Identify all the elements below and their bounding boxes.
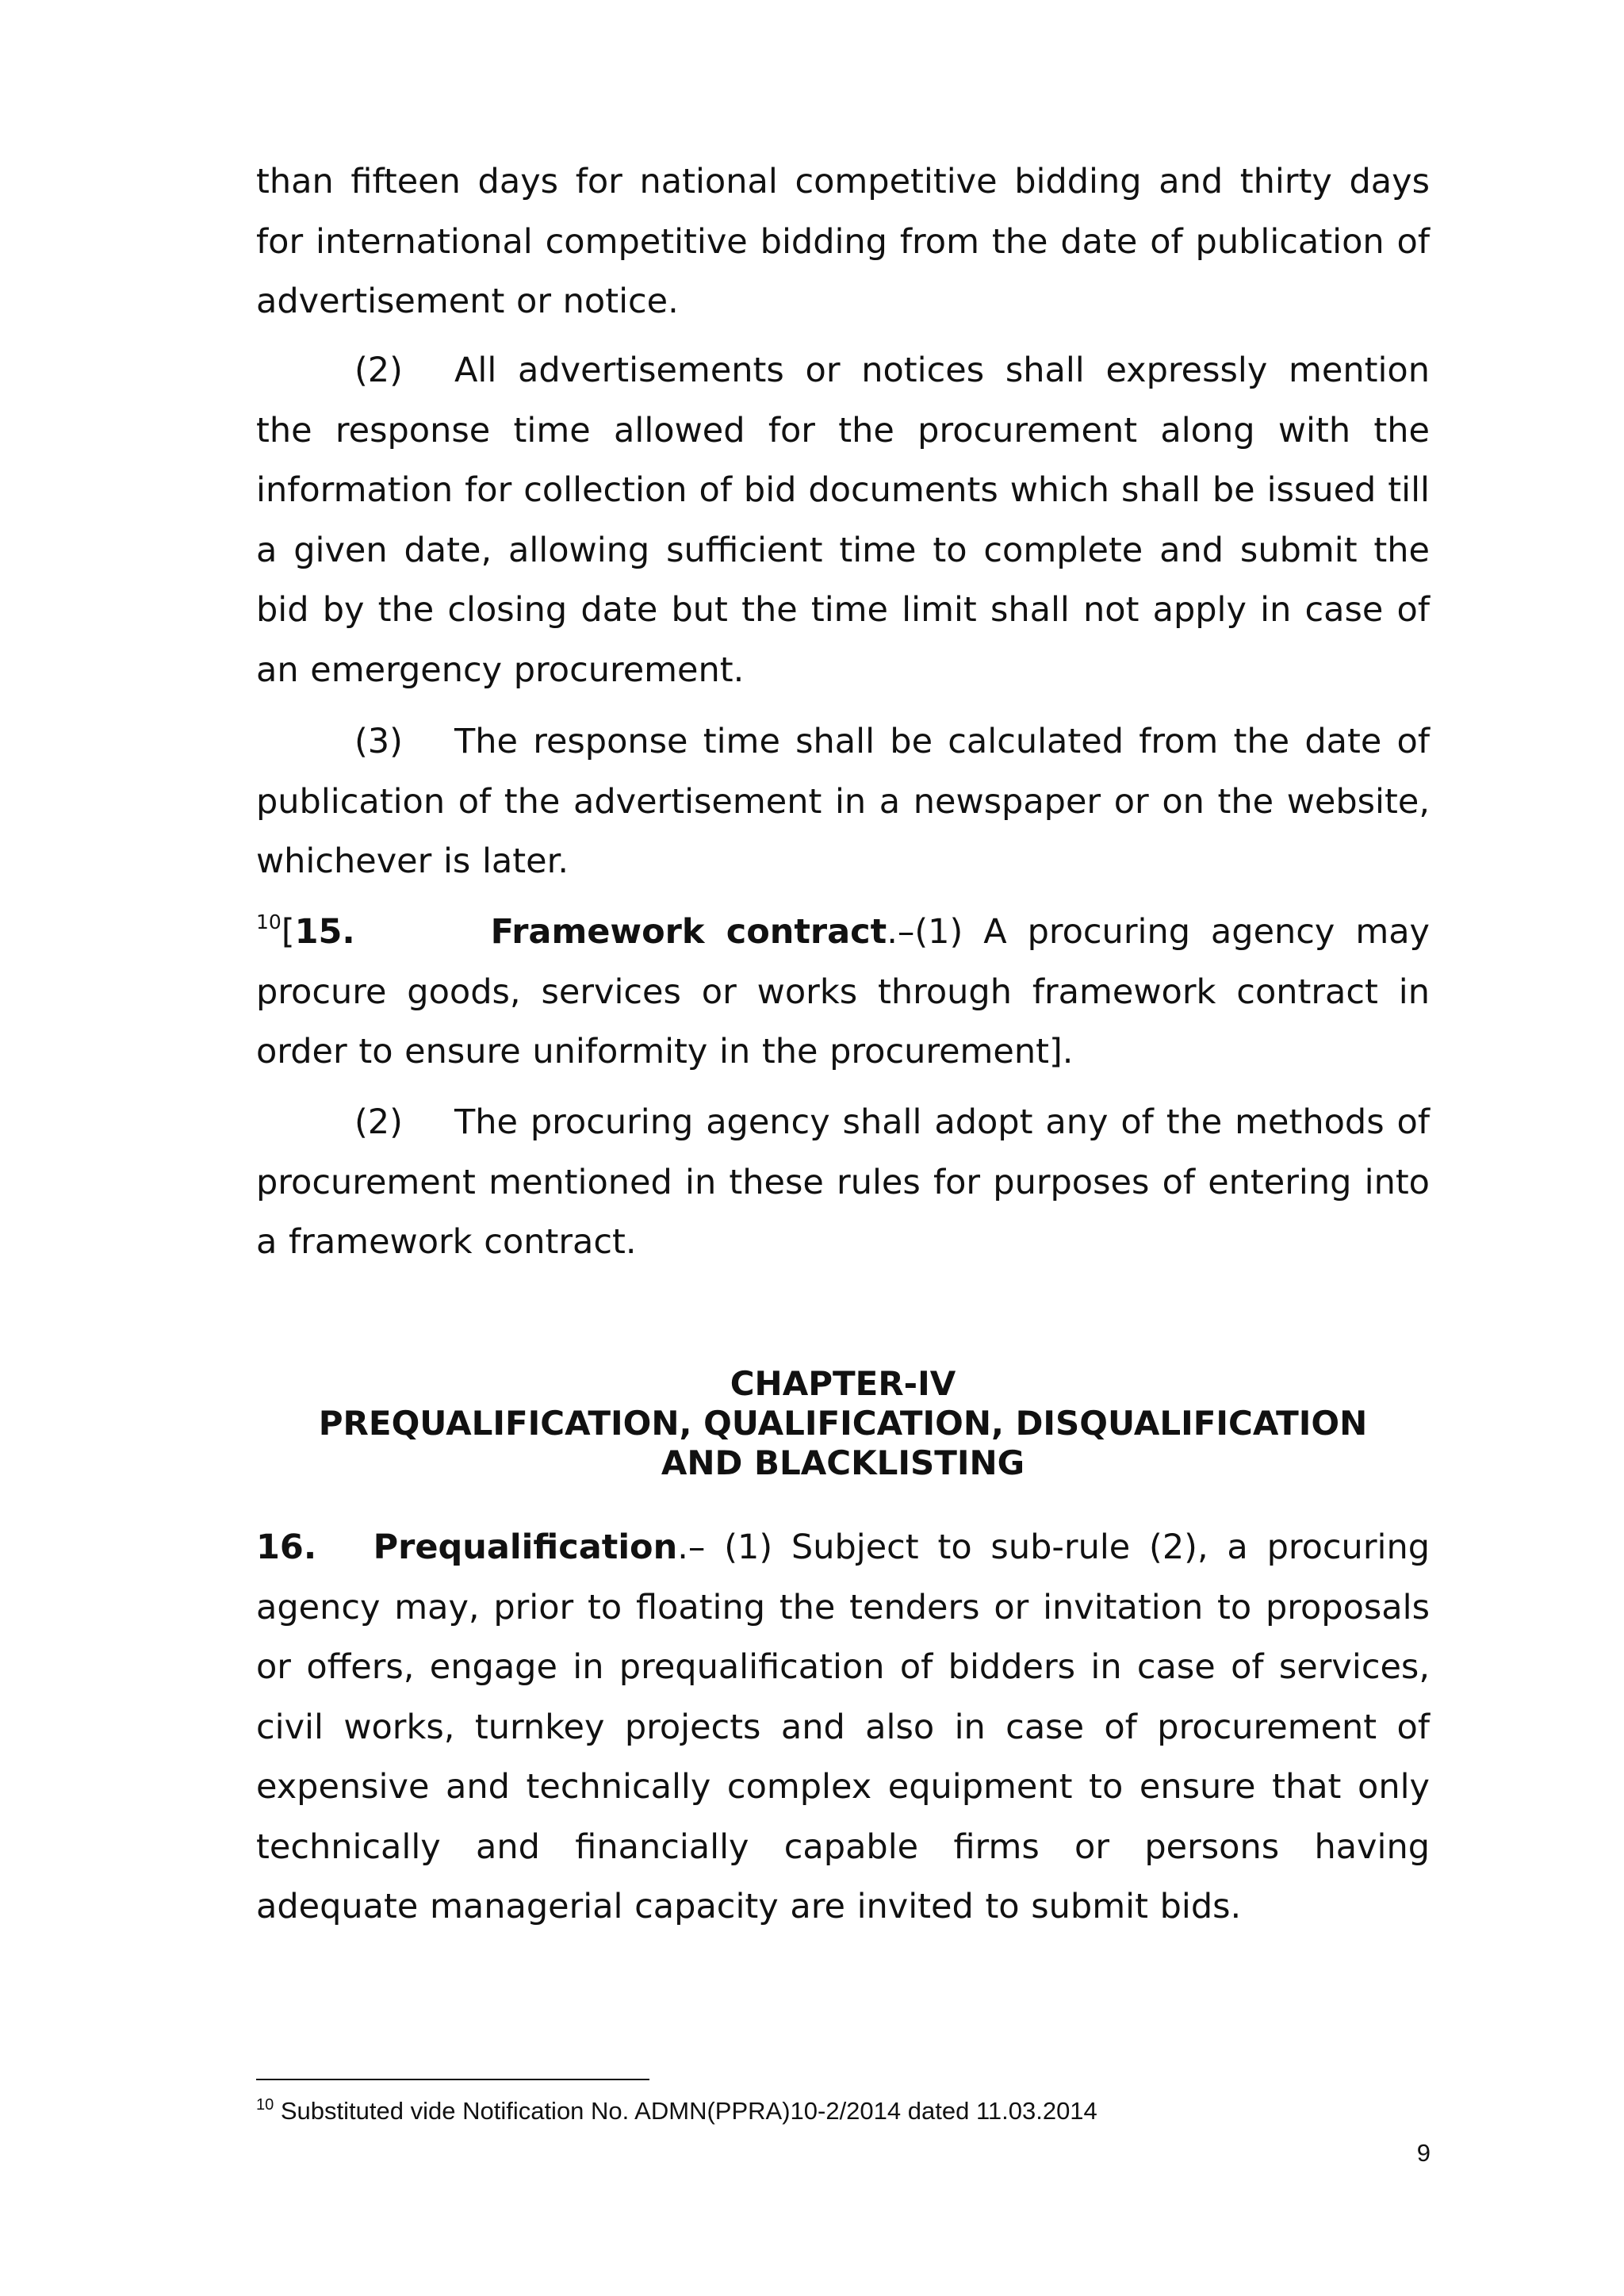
chapter-title-line-2: AND BLACKLISTING: [661, 1443, 1025, 1482]
section-16-prequalification: [256, 1518, 1430, 1938]
paragraph-continuation: [256, 152, 1430, 332]
paragraph-text: than fifteen days for national competitive bidding and thirty days for international competitive bidding from the date of publication of advertisement or notice.: [256, 162, 1430, 321]
chapter-number: CHAPTER-IV: [730, 1364, 956, 1403]
section-15-framework-contract: [256, 903, 1430, 1083]
page-number: 9: [1416, 2139, 1431, 2167]
section-title: Prequalification: [373, 1527, 678, 1567]
footnote-text: Substituted vide Notification No. ADMN(PPRA)10-2/2014 dated 11.03.2014: [280, 2097, 1097, 2125]
footnote-marker: 10: [256, 2096, 274, 2114]
section-text: .– (1) Subject to sub-rule (2), a procuring agency may, prior to floating the tenders or invitation to proposals or offers, engage in prequalification of bidders in case of services, civil works, turnkey projects and also in case of procurement of expensive and technically complex equipment to ensure that only technically and financially capable firms or persons having adequate managerial capacity are invited to submit bids.: [256, 1527, 1430, 1926]
footnote-reference: 10: [256, 910, 282, 933]
footnote: [256, 2095, 1430, 2127]
paragraph-section-15-sub-rule-2: [256, 1093, 1430, 1273]
section-title: Framework contract: [490, 912, 887, 952]
sub-rule-label: (3): [354, 722, 403, 761]
section-number: 15.: [294, 912, 355, 952]
amendment-open-bracket: [: [281, 912, 295, 952]
paragraph-text: The response time shall be calculated from the date of publication of the advertisement in a newspaper or on the website, whichever is later.: [256, 722, 1430, 881]
paragraph-sub-rule-2: [256, 341, 1430, 700]
sub-rule-label: (2): [354, 1102, 403, 1142]
chapter-title-line-1: PREQUALIFICATION, QUALIFICATION, DISQUALIFICATION: [318, 1404, 1368, 1443]
paragraph-text: The procuring agency shall adopt any of the methods of procurement mentioned in these rules for purposes of entering into a framework contract.: [256, 1102, 1430, 1262]
section-number: 16.: [256, 1527, 317, 1567]
paragraph-sub-rule-3: [256, 712, 1430, 892]
footnote-separator: [256, 2079, 649, 2080]
paragraph-text: All advertisements or notices shall expressly mention the response time allowed for the procurement along with the information for collection of bid documents which shall be issued till a given date, allowing sufficient time to complete and submit the bid by the closing date but the time limit shall not apply in case of an emergency procurement.: [256, 351, 1430, 690]
section-text: .–(1) A procuring agency may procure goods, services or works through framework contract in order to ensure uniformity in the procurement].: [256, 912, 1431, 1071]
chapter-heading: [256, 1364, 1430, 1483]
sub-rule-label: (2): [354, 351, 403, 390]
